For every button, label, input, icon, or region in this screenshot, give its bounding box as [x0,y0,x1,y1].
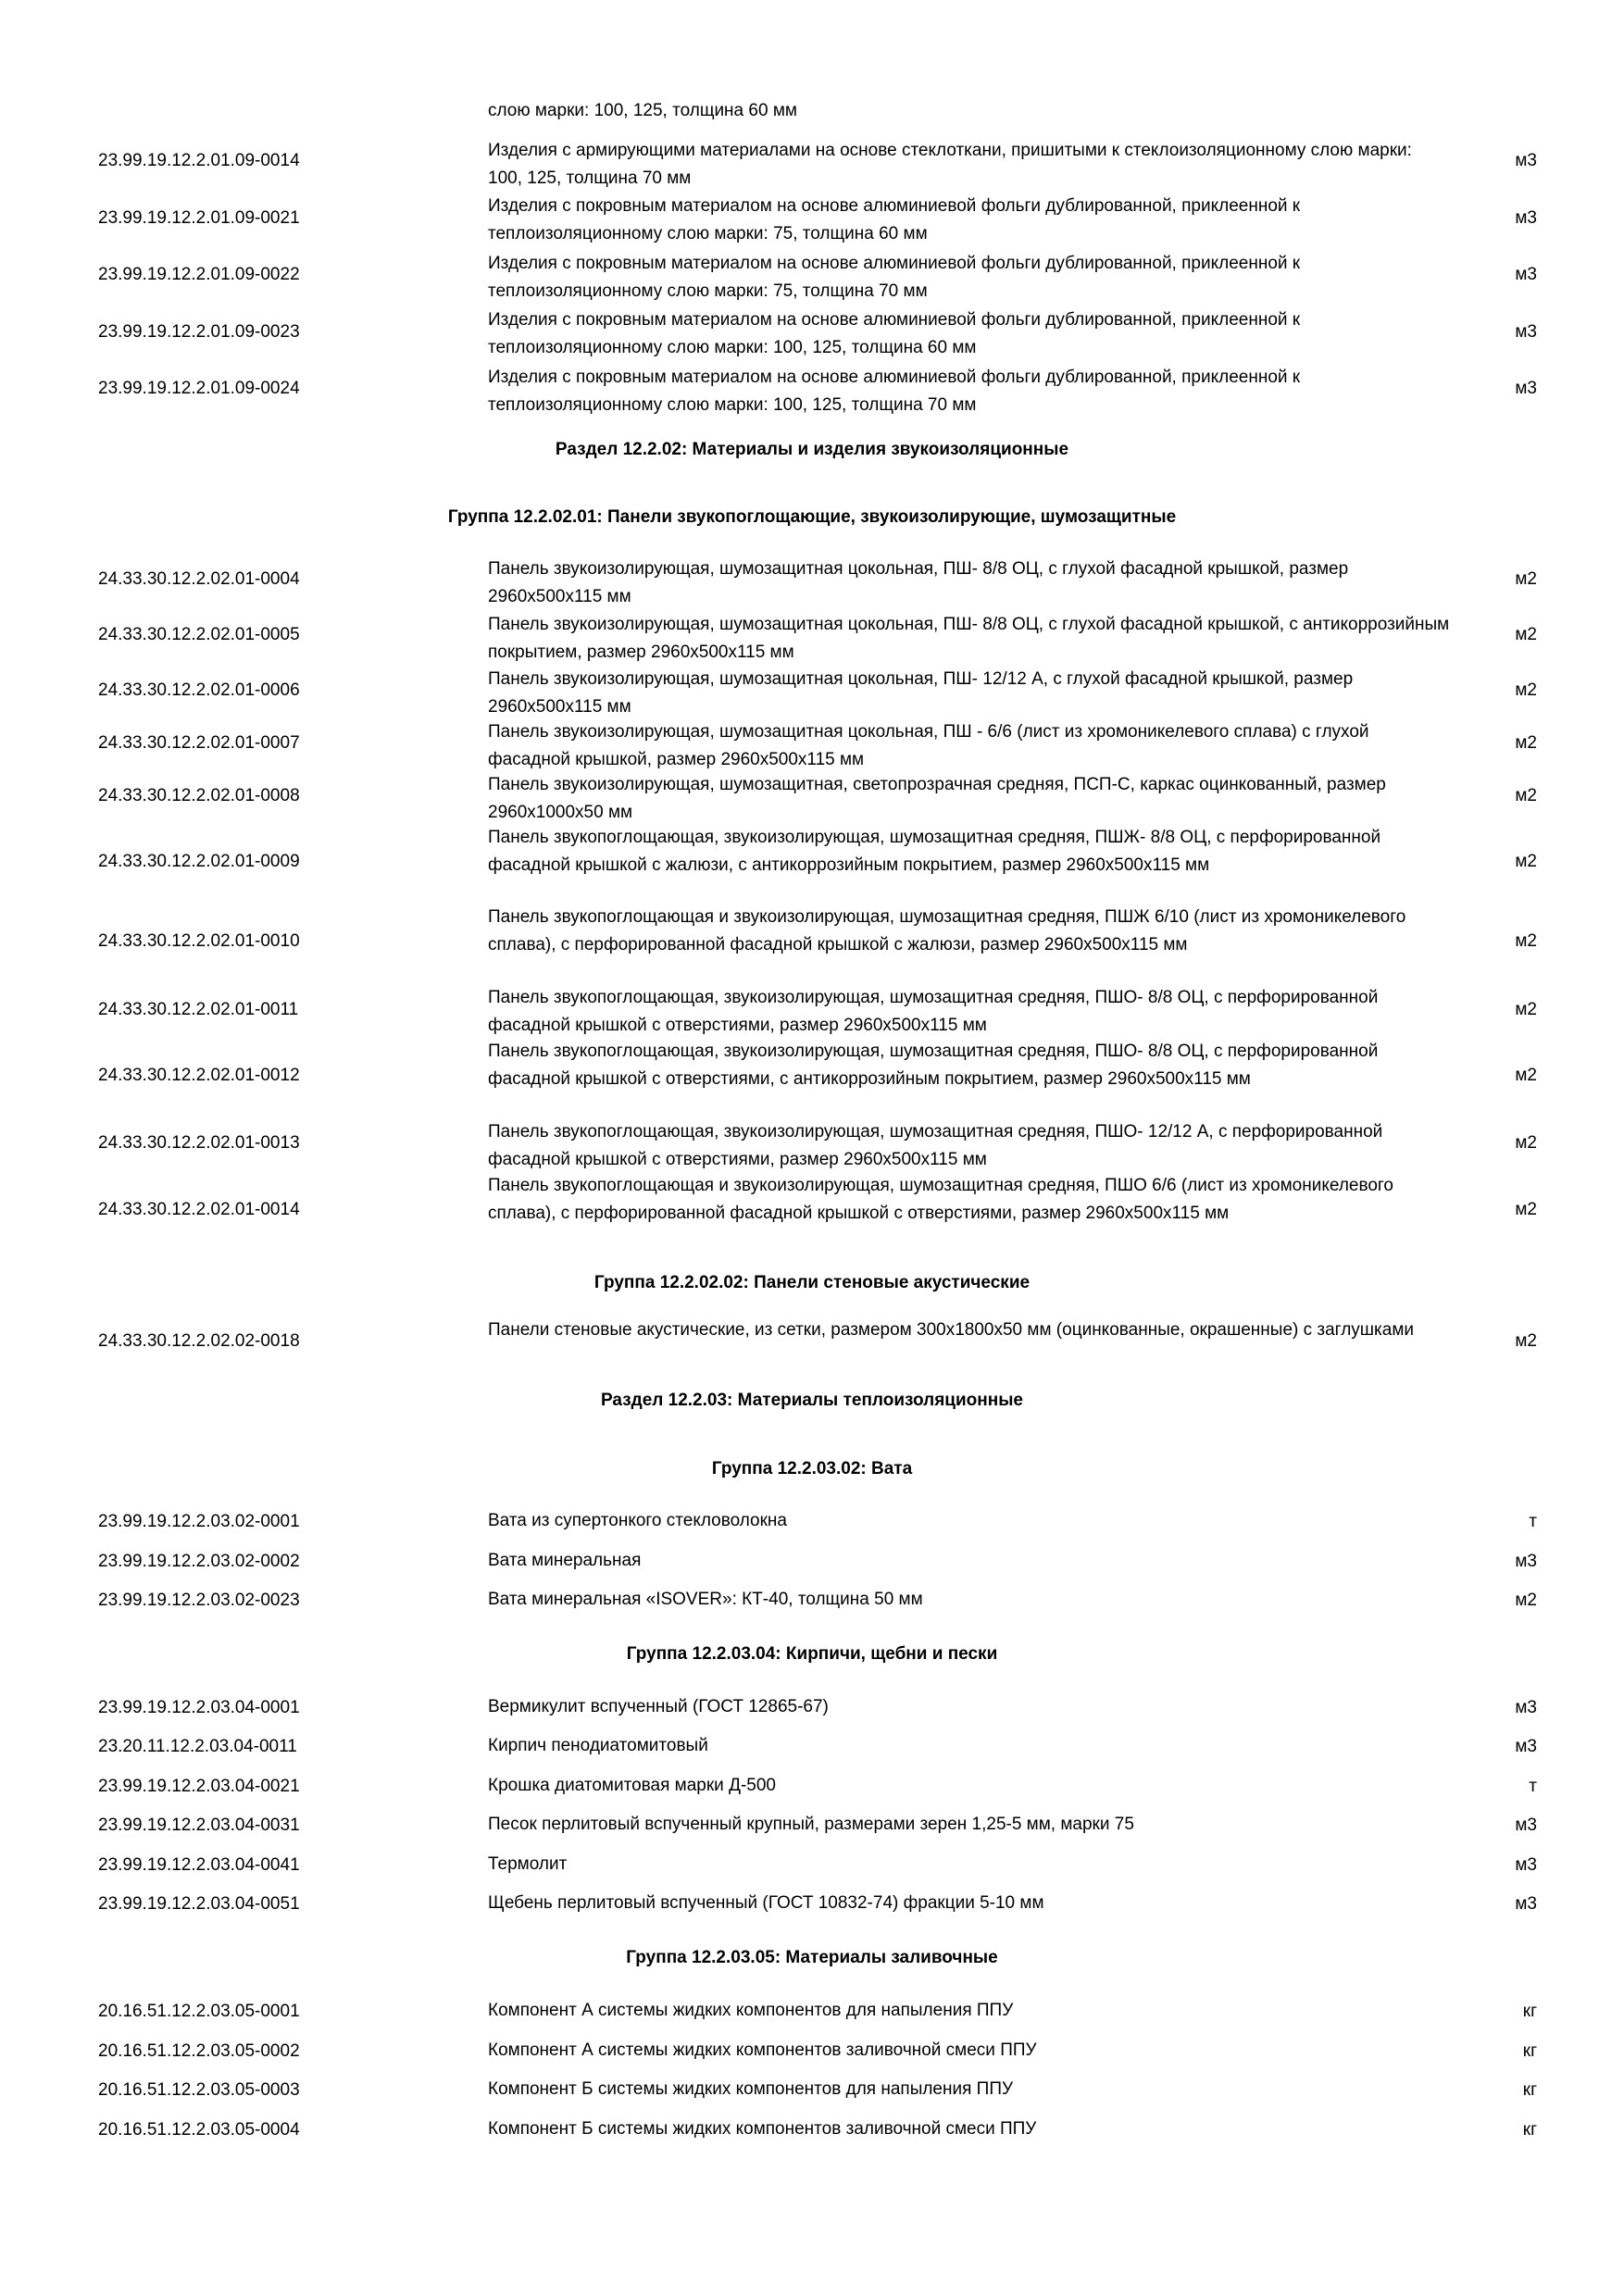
table-row [0,1894,1624,1922]
material-unit: м2 [1515,680,1537,700]
material-name: Панель звукопоглощающая и звукоизолирующая, шумозащитная средняя, ПШО 6/6 (лист из хромоникелевого сплава), с перфорированной фасадной крышкой с отверстиями, размер 2960х500х115 мм [488,1176,1393,1223]
group-heading: Группа 12.2.03.05: Материалы заливочные [626,1948,998,1967]
material-unit: м3 [1515,1737,1537,1756]
material-unit: кг [1522,2041,1537,2061]
material-code: 23.99.19.12.2.01.09-0024 [98,379,300,398]
material-name: Панели стеновые акустические, из сетки, размером 300х1800х50 мм (оцинкованные, окрашенные) с заглушками [488,1320,1414,1340]
material-name: Панель звукопоглощающая, звукоизолирующая, шумозащитная средняя, ПШЖ- 8/8 ОЦ, с перфорированной фасадной крышкой с жалюзи, с антикоррозийным покрытием, размер 2960х500х115 мм [488,828,1381,875]
material-name: Песок перлитовый вспученный крупный, размерами зерен 1,25-5 мм, марки 75 [488,1815,1134,1834]
material-unit: м2 [1515,625,1537,644]
group-heading: Группа 12.2.02.01: Панели звукопоглощающие, звукоизолирующие, шумозащитные [447,507,1177,527]
material-unit: м3 [1515,1816,1537,1835]
material-code: 24.33.30.12.2.02.01-0011 [98,1000,299,1019]
table-row [0,718,1624,774]
material-code: 20.16.51.12.2.03.05-0003 [98,2080,300,2100]
table-row [0,250,1624,306]
material-code: 23.99.19.12.2.01.09-0023 [98,322,300,342]
material-unit: кг [1522,2080,1537,2100]
material-unit: м3 [1515,265,1537,284]
material-code: 23.99.19.12.2.01.09-0021 [98,208,300,228]
material-name: Компонент Б системы жидких компонентов заливочной смеси ППУ [488,2119,1037,2139]
table-row [0,1552,1624,1579]
material-code: 23.99.19.12.2.03.04-0021 [98,1777,300,1796]
material-code: 20.16.51.12.2.03.05-0004 [98,2120,300,2140]
material-name: слою марки: 100, 125, толщина 60 мм [488,101,797,120]
table-row [0,771,1624,827]
table-row [0,1038,1624,1121]
material-code: 24.33.30.12.2.02.01-0013 [98,1133,300,1153]
table-row [0,555,1624,611]
material-unit: м2 [1515,1200,1537,1219]
material-name: Изделия с покровным материалом на основе алюминиевой фольги дублированной, приклеенной к теплоизоляционному слою марки: 75, толщина 60 мм [488,196,1301,243]
material-code: 23.99.19.12.2.01.09-0022 [98,265,300,284]
material-code: 24.33.30.12.2.02.01-0010 [98,931,300,951]
material-unit: м2 [1515,1066,1537,1085]
material-code: 23.99.19.12.2.03.04-0041 [98,1855,300,1875]
material-unit: м2 [1515,931,1537,951]
material-code: 23.20.11.12.2.03.04-0011 [98,1737,297,1756]
material-code: 23.99.19.12.2.03.04-0031 [98,1816,300,1835]
material-unit: м3 [1515,379,1537,398]
material-unit: м3 [1515,322,1537,342]
group-heading: Группа 12.2.02.02: Панели стеновые акустические [593,1273,1031,1292]
material-name: Панель звукоизолирующая, шумозащитная цокольная, ПШ- 12/12 А, с глухой фасадной крышкой, размер 2960х500х115 мм [488,669,1354,717]
material-name: Панель звукоизолирующая, шумозащитная, светопрозрачная средняя, ПСП-С, каркас оцинкованный, размер 2960х1000х50 мм [488,775,1386,822]
material-unit: м3 [1515,151,1537,170]
material-name: Кирпич пенодиатомитовый [488,1736,708,1755]
table-row [0,306,1624,362]
table-row [0,1316,1624,1372]
table-row [0,1118,1624,1174]
material-code: 24.33.30.12.2.02.01-0012 [98,1066,300,1085]
material-code: 23.99.19.12.2.03.04-0051 [98,1894,300,1914]
material-unit: кг [1522,2002,1537,2021]
group-heading: Группа 12.2.03.02: Вата [711,1459,913,1479]
material-code: 20.16.51.12.2.03.05-0002 [98,2041,300,2061]
material-code: 23.99.19.12.2.03.02-0001 [98,1512,300,1531]
material-name: Компонент А системы жидких компонентов для напыления ППУ [488,2001,1014,2020]
table-row [0,1172,1624,1255]
table-row [0,193,1624,248]
table-row [0,1816,1624,1843]
material-name: Панель звукопоглощающая, звукоизолирующая, шумозащитная средняя, ПШО- 8/8 ОЦ, с перфорированной фасадной крышкой с отверстиями, размер 2960х500х115 мм [488,988,1379,1035]
material-code: 24.33.30.12.2.02.01-0004 [98,569,300,589]
material-code: 24.33.30.12.2.02.01-0014 [98,1200,300,1219]
table-row [0,904,1624,987]
material-name: Изделия с армирующими материалами на основе стеклоткани, пришитыми к стеклоизоляционному слою марки: 100, 125, толщина 70 мм [488,141,1412,188]
material-unit: м2 [1515,786,1537,805]
section-heading: Раздел 12.2.03: Материалы теплоизоляционные [601,1391,1023,1410]
material-name: Изделия с покровным материалом на основе алюминиевой фольги дублированной, приклеенной к теплоизоляционному слою марки: 75, толщина 70 мм [488,254,1301,301]
material-name: Термолит [488,1854,568,1874]
material-unit: м2 [1515,733,1537,753]
material-name: Компонент А системы жидких компонентов заливочной смеси ППУ [488,2040,1037,2060]
table-row [0,2120,1624,2148]
table-row [0,984,1624,1040]
table-row [0,97,1624,125]
material-code: 24.33.30.12.2.02.01-0009 [98,852,300,871]
material-code: 24.33.30.12.2.02.01-0005 [98,625,300,644]
material-name: Компонент Б системы жидких компонентов для напыления ППУ [488,2079,1014,2099]
material-code: 20.16.51.12.2.03.05-0001 [98,2002,300,2021]
table-row [0,1777,1624,1804]
material-unit: м3 [1515,1855,1537,1875]
table-row [0,1855,1624,1883]
material-name: Панель звукоизолирующая, шумозащитная цокольная, ПШ- 8/8 ОЦ, с глухой фасадной крышкой, с антикоррозийным покрытием, размер 2960х500х115 мм [488,615,1450,662]
material-code: 23.99.19.12.2.03.04-0001 [98,1698,300,1717]
material-unit: т [1529,1777,1537,1796]
table-row [0,2080,1624,2108]
material-unit: м3 [1515,208,1537,228]
material-name: Панель звукопоглощающая, звукоизолирующая, шумозащитная средняя, ПШО- 8/8 ОЦ, с перфорированной фасадной крышкой с отверстиями, с антикоррозийным покрытием, размер 2960х500х115 мм [488,1042,1379,1089]
section-heading: Раздел 12.2.02: Материалы и изделия звукоизоляционные [555,440,1069,459]
material-name: Вата минеральная «ISOVER»: КТ-40, толщина 50 мм [488,1590,923,1609]
material-unit: м3 [1515,1552,1537,1571]
table-row [0,2002,1624,2029]
material-name: Панель звукоизолирующая, шумозащитная цокольная, ПШ- 8/8 ОЦ, с глухой фасадной крышкой, размер 2960х500х115 мм [488,559,1349,606]
material-name: Изделия с покровным материалом на основе алюминиевой фольги дублированной, приклеенной к теплоизоляционному слою марки: 100, 125, толщина 70 мм [488,368,1301,415]
material-unit: м2 [1515,1000,1537,1019]
table-row [0,1737,1624,1765]
table-row [0,824,1624,907]
group-heading: Группа 12.2.03.04: Кирпичи, щебни и пески [626,1644,998,1664]
material-code: 23.99.19.12.2.01.09-0014 [98,151,300,170]
material-code: 23.99.19.12.2.03.02-0023 [98,1591,300,1610]
table-row [0,611,1624,667]
material-name: Вермикулит вспученный (ГОСТ 12865-67) [488,1697,829,1716]
material-unit: т [1529,1512,1537,1531]
table-row [0,1591,1624,1618]
material-name: Вата минеральная [488,1551,642,1570]
table-row [0,1698,1624,1726]
material-name: Щебень перлитовый вспученный (ГОСТ 10832-74) фракции 5-10 мм [488,1893,1044,1913]
material-unit: м2 [1515,1133,1537,1153]
table-row [0,137,1624,193]
material-code: 24.33.30.12.2.02.01-0006 [98,680,300,700]
material-unit: м3 [1515,1698,1537,1717]
material-name: Крошка диатомитовая марки Д-500 [488,1776,776,1795]
material-unit: м2 [1515,1331,1537,1351]
material-code: 24.33.30.12.2.02.02-0018 [98,1331,300,1351]
table-row [0,2041,1624,2069]
material-code: 24.33.30.12.2.02.01-0007 [98,733,300,753]
material-code: 23.99.19.12.2.03.02-0002 [98,1552,300,1571]
material-unit: м2 [1515,852,1537,871]
material-name: Панель звукопоглощающая и звукоизолирующая, шумозащитная средняя, ПШЖ 6/10 (лист из хромоникелевого сплава), с перфорированной фасадной крышкой с жалюзи, размер 2960х500х115 мм [488,907,1406,955]
material-unit: м2 [1515,1591,1537,1610]
material-name: Панель звукопоглощающая, звукоизолирующая, шумозащитная средняя, ПШО- 12/12 А, с перфорированной фасадной крышкой с отверстиями, размер 2960х500х115 мм [488,1122,1383,1169]
material-name: Вата из супертонкого стекловолокна [488,1511,787,1530]
material-name: Изделия с покровным материалом на основе алюминиевой фольги дублированной, приклеенной к теплоизоляционному слою марки: 100, 125, толщина 60 мм [488,310,1301,357]
material-code: 24.33.30.12.2.02.01-0008 [98,786,300,805]
table-row [0,666,1624,721]
material-name: Панель звукоизолирующая, шумозащитная цокольная, ПШ - 6/6 (лист из хромоникелевого сплава) с глухой фасадной крышкой, размер 2960х500х115 мм [488,722,1369,769]
table-row [0,1512,1624,1540]
material-unit: кг [1522,2120,1537,2140]
material-unit: м2 [1515,569,1537,589]
table-row [0,364,1624,419]
material-unit: м3 [1515,1894,1537,1914]
